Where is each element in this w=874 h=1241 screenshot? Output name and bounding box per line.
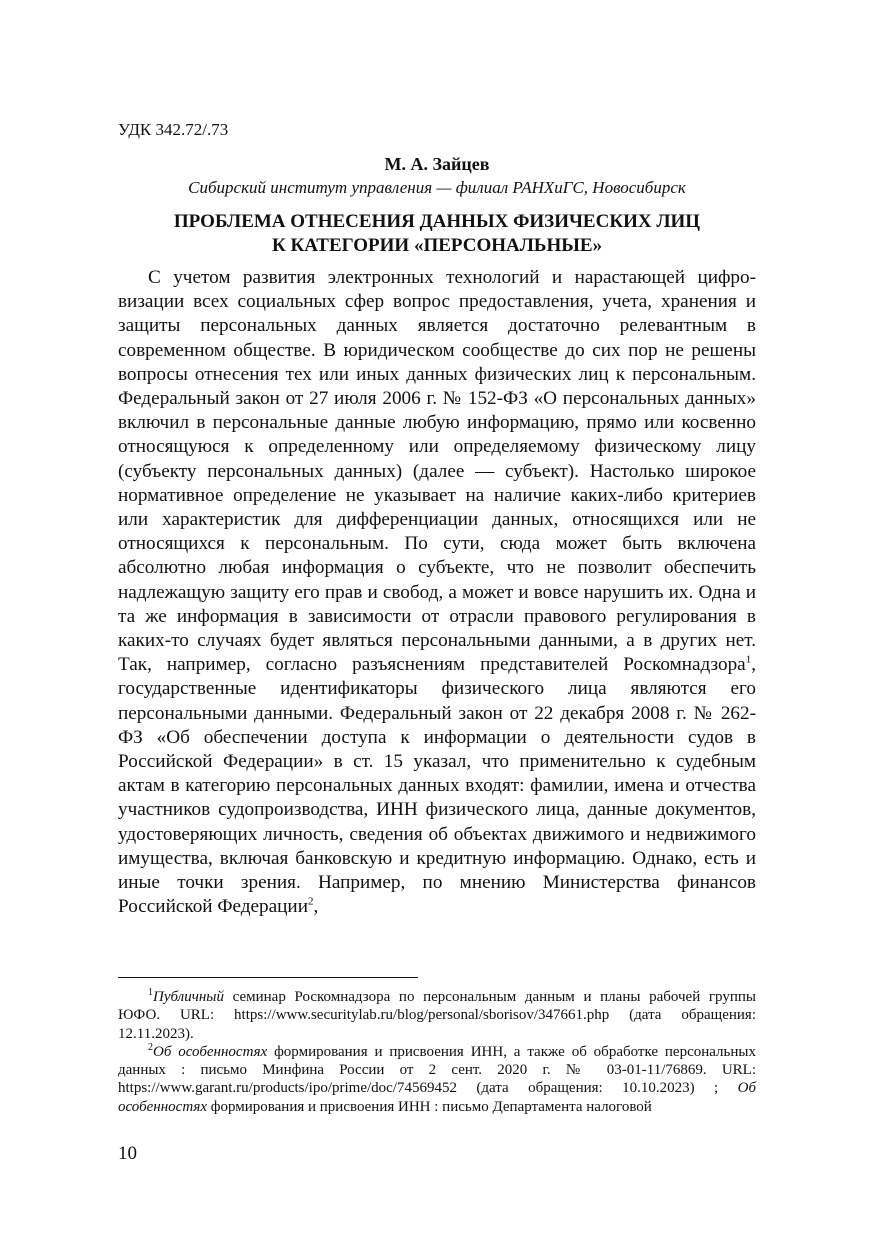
footnote-separator xyxy=(118,977,418,978)
body-text-part-3: , xyxy=(313,896,319,918)
article-title-line-2: К КАТЕГОРИИ «ПЕРСОНАЛЬНЫЕ» xyxy=(271,235,603,256)
page-number: 10 xyxy=(118,1143,137,1164)
footnote-1-italic: Публичный xyxy=(153,989,224,1005)
footnote-1-number: 1 xyxy=(148,987,153,998)
footnote-2-italic: Об особенностях xyxy=(153,1043,268,1060)
footnote-1-text: семинар Роскомнадзора по персональным данным и планы рабочей группы ЮФО. URL: https://www.securitylab.ru/blog/personal/sborisov/347661.php (дата обращения: 12.11.2023). xyxy=(118,989,756,1042)
article-title-line-1: ПРОБЛЕМА ОТНЕСЕНИЯ ДАННЫХ ФИЗИЧЕСКИХ ЛИЦ xyxy=(173,211,701,232)
body-text-part-2: , государственные идентификаторы физического лица являются его персональными данными. Федеральный закон от 22 декабря 2008 г. № 262-ФЗ «Об обеспечении доступа к информации о деятельности судов в Российской Федерации» в ст. 15 указал, что применительно к судебным актам в категорию персональных данных входят: фамилии, имена и отчества участников судопроизводства, ИНН физического лица, данные документов, удостоверяющих личность, сведения об объектах движимого и недвижимого имущества, включая банковскую и кредитную информацию. Однако, есть и иные точки зрения. Например, по мнению Министерства финансов Российской Федерации xyxy=(118,654,756,918)
author-affiliation: Сибирский институт управления — филиал РАНХиГС, Новосибирск xyxy=(188,178,686,197)
footnote-ref-2[interactable]: 2 xyxy=(307,895,314,908)
footnote-2-text: формирования и присвоения ИНН, а также об обработке персональных данных : письмо Минфина России от 2 сент. 2020 г. № 03-01-11/76869. URL: https://www.garant.ru/products/ipo/prime/doc/74569452 (дата обращения: 10.10.2023) ; xyxy=(118,1043,756,1097)
footnotes xyxy=(118,988,756,1116)
udk-code: УДК 342.72/.73 xyxy=(118,120,229,139)
footnote-2 xyxy=(118,1043,756,1116)
body-text-part-1: С учетом развития электронных технологий и нарастающей цифровизации всех социальных сфер вопрос предоставления, учета, хранения и защиты персональных данных является достаточно релевантным в современном обществе. В юридическом сообществе до сих пор не решены вопросы отнесения тех или иных данных физических лиц к персональным. Федеральный закон от 27 июля 2006 г. № 152-ФЗ «О персональных данных» включил в персональные данные любую информацию, прямо или косвенно относящуюся к определенному или определяемому физическому лицу (субъекту персональных данных) (далее — субъект). Настолько широкое нормативное определение не указывает на наличие каких-либо критериев или характеристик для дифференциации данных, относящихся или не относящихся к персональным. По сути, сюда может быть включена абсолютно любая информация о субъекте, что не позволит обеспечить надлежащую защиту его прав и свобод, а может и вовсе нарушить их. Одна и та же информация в зависимости от отрасли правового регулирования в каких-то случаях будет являться персональными данными, а в других нет. Так, например, согласно разъяснениям представителей Роскомнадзора xyxy=(118,267,756,676)
footnote-1 xyxy=(118,988,756,1043)
footnote-2-number: 2 xyxy=(148,1041,153,1053)
footnote-2-text-2: формирования и присвоения ИНН : письмо Департамента налоговой xyxy=(206,1098,652,1115)
footnote-ref-1[interactable]: 1 xyxy=(745,653,752,666)
article-title xyxy=(118,210,756,258)
author-name: М. А. Зайцев xyxy=(384,154,490,174)
footnote-2-italic-2: Об особенностях xyxy=(118,1080,756,1115)
body-paragraph xyxy=(118,266,756,919)
